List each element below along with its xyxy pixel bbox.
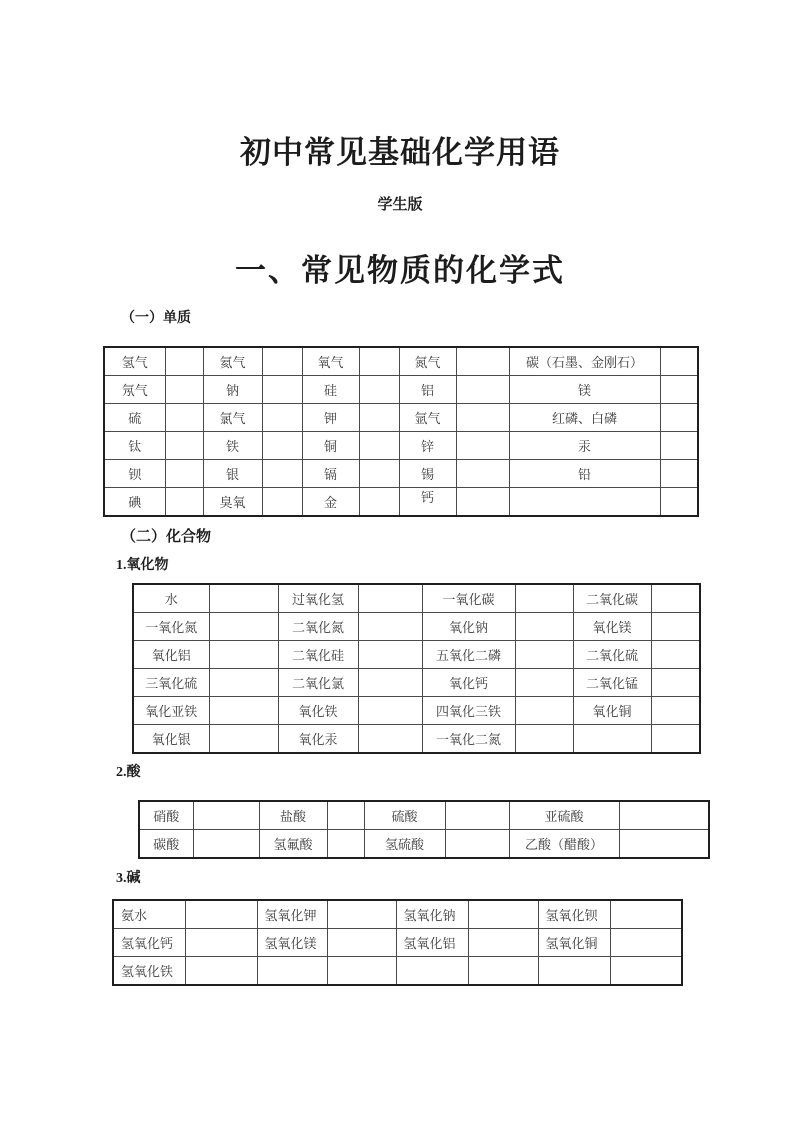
formula-answer-cell [327,929,396,957]
table-row [104,376,698,404]
table-row [133,641,700,669]
substance-name-cell: 氢氧化钙 [113,929,185,957]
formula-answer-cell [262,404,302,432]
formula-answer-cell [660,347,698,376]
substance-name-cell: 氩气 [399,404,456,432]
table-row [104,404,698,432]
formula-answer-cell [262,347,302,376]
table-row [104,460,698,488]
substance-name-cell: 铁 [203,432,262,460]
formula-answer-cell [651,641,700,669]
table-row [133,669,700,697]
formula-answer-cell [209,584,278,613]
substance-name-cell: 锌 [399,432,456,460]
formula-answer-cell [456,488,509,517]
substance-name-cell: 铅 [509,460,660,488]
formula-answer-cell [660,488,698,517]
acids-table [138,800,710,859]
substance-name-cell: 镁 [509,376,660,404]
formula-answer-cell [651,697,700,725]
formula-answer-cell [359,460,399,488]
substance-name-cell: 一氧化碳 [422,584,515,613]
formula-answer-cell [209,613,278,641]
formula-answer-cell [327,957,396,986]
formula-answer-cell [209,669,278,697]
table-row [139,801,709,830]
substance-name-cell: 氢氧化铁 [113,957,185,986]
formula-answer-cell [359,432,399,460]
formula-answer-cell [651,613,700,641]
substance-name-cell: 硅 [302,376,359,404]
formula-answer-cell [456,460,509,488]
substance-name-cell: 钙 [399,488,456,517]
formula-answer-cell [515,613,573,641]
subsection-heading-bases: 3.碱 [116,871,141,886]
substance-name-cell: 钛 [104,432,165,460]
formula-answer-cell [619,830,709,859]
formula-answer-cell [610,957,682,986]
substance-name-cell: 氢氧化钾 [257,900,327,929]
formula-answer-cell [165,347,203,376]
formula-answer-cell [209,641,278,669]
table-row [113,929,682,957]
table-row [133,725,700,754]
substance-name-cell: 氧化铁 [278,697,358,725]
formula-answer-cell [456,376,509,404]
formula-answer-cell [358,669,422,697]
substance-name-cell: 氢氟酸 [259,830,327,859]
substance-name-cell [257,957,327,986]
formula-answer-cell [165,460,203,488]
bases-table [112,899,683,986]
substance-name-cell: 水 [133,584,209,613]
subsection-heading-acids: 2.酸 [116,765,141,780]
substance-name-cell: 硫酸 [364,801,445,830]
formula-answer-cell [262,488,302,517]
substance-name-cell: 氢氧化钡 [538,900,610,929]
substance-name-cell: 氧化钠 [422,613,515,641]
elements-table [103,346,699,517]
formula-answer-cell [445,830,509,859]
formula-answer-cell [327,900,396,929]
table-row [139,830,709,859]
formula-answer-cell [660,432,698,460]
formula-answer-cell [515,584,573,613]
formula-answer-cell [165,376,203,404]
formula-answer-cell [359,488,399,517]
substance-name-cell: 一氧化氮 [133,613,209,641]
formula-answer-cell [445,801,509,830]
substance-name-cell: 铝 [399,376,456,404]
formula-answer-cell [193,801,259,830]
formula-answer-cell [262,432,302,460]
formula-answer-cell [358,725,422,754]
substance-name-cell: 一氧化二氮 [422,725,515,754]
table-row [133,697,700,725]
formula-answer-cell [165,488,203,517]
formula-answer-cell [165,432,203,460]
substance-name-cell: 氢氧化镁 [257,929,327,957]
substance-name-cell: 钾 [302,404,359,432]
substance-name-cell: 氧化汞 [278,725,358,754]
formula-answer-cell [165,404,203,432]
table-row [113,900,682,929]
table-row [113,957,682,986]
formula-answer-cell [327,830,364,859]
substance-name-cell: 二氧化硫 [573,641,651,669]
subsection-heading-elements: （一）单质 [121,311,191,326]
substance-name-cell: 锡 [399,460,456,488]
subsection-heading-compounds: （二）化合物 [121,529,212,545]
formula-answer-cell [185,957,257,986]
substance-name-cell: 氯气 [203,404,262,432]
substance-name-cell: 氨水 [113,900,185,929]
substance-name-cell: 银 [203,460,262,488]
substance-name-cell: 二氧化氮 [278,613,358,641]
substance-name-cell: 氧化银 [133,725,209,754]
substance-name-cell: 碳（石墨、金刚石） [509,347,660,376]
substance-name-cell: 氮气 [399,347,456,376]
substance-name-cell [538,957,610,986]
formula-answer-cell [358,697,422,725]
formula-answer-cell [515,697,573,725]
substance-name-cell [573,725,651,754]
substance-name-cell: 硫 [104,404,165,432]
substance-name-cell: 二氧化锰 [573,669,651,697]
substance-name-cell: 氢气 [104,347,165,376]
substance-name-cell: 盐酸 [259,801,327,830]
table-row [104,432,698,460]
substance-name-cell: 五氧化二磷 [422,641,515,669]
formula-answer-cell [610,929,682,957]
formula-answer-cell [619,801,709,830]
table-row [104,347,698,376]
formula-answer-cell [358,613,422,641]
substance-name-cell: 碘 [104,488,165,517]
formula-answer-cell [515,725,573,754]
formula-answer-cell [468,900,538,929]
substance-name-cell: 氢氧化铝 [396,929,468,957]
formula-answer-cell [651,669,700,697]
substance-name-cell: 氧化铜 [573,697,651,725]
table-row [104,488,698,517]
formula-answer-cell [209,697,278,725]
document-title: 初中常见基础化学用语 [240,135,560,170]
substance-name-cell: 氖气 [104,376,165,404]
formula-answer-cell [468,929,538,957]
substance-name-cell: 钠 [203,376,262,404]
formula-answer-cell [660,404,698,432]
formula-answer-cell [358,584,422,613]
formula-answer-cell [359,376,399,404]
substance-name-cell: 氦气 [203,347,262,376]
substance-name-cell [509,488,660,517]
formula-answer-cell [456,432,509,460]
substance-name-cell: 氧气 [302,347,359,376]
formula-answer-cell [262,460,302,488]
substance-name-cell: 氢氧化铜 [538,929,610,957]
substance-name-cell: 铜 [302,432,359,460]
substance-name-cell: 氧化铝 [133,641,209,669]
substance-name-cell: 亚硫酸 [509,801,619,830]
formula-answer-cell [660,460,698,488]
formula-answer-cell [651,725,700,754]
substance-name-cell: 乙酸（醋酸） [509,830,619,859]
subsection-heading-oxides: 1.氧化物 [116,558,169,573]
formula-answer-cell [468,957,538,986]
formula-answer-cell [193,830,259,859]
substance-name-cell: 红磷、白磷 [509,404,660,432]
substance-name-cell: 钡 [104,460,165,488]
substance-name-cell: 过氧化氢 [278,584,358,613]
substance-name-cell: 碳酸 [139,830,193,859]
formula-answer-cell [651,584,700,613]
formula-answer-cell [209,725,278,754]
formula-answer-cell [515,669,573,697]
document-subtitle: 学生版 [377,197,423,213]
formula-answer-cell [185,929,257,957]
substance-name-cell: 氧化钙 [422,669,515,697]
substance-name-cell: 镉 [302,460,359,488]
table-row [133,584,700,613]
formula-answer-cell [185,900,257,929]
formula-answer-cell [262,376,302,404]
formula-answer-cell [456,347,509,376]
formula-answer-cell [359,404,399,432]
substance-name-cell: 二氧化硅 [278,641,358,669]
substance-name-cell: 金 [302,488,359,517]
substance-name-cell: 氢硫酸 [364,830,445,859]
oxides-table [132,583,701,754]
section-heading: 一、常见物质的化学式 [235,253,565,288]
formula-answer-cell [456,404,509,432]
formula-answer-cell [610,900,682,929]
substance-name-cell: 氢氧化钠 [396,900,468,929]
formula-answer-cell [358,641,422,669]
substance-name-cell: 汞 [509,432,660,460]
substance-name-cell: 二氧化氯 [278,669,358,697]
formula-answer-cell [359,347,399,376]
formula-answer-cell [327,801,364,830]
substance-name-cell: 四氧化三铁 [422,697,515,725]
substance-name-cell: 氧化亚铁 [133,697,209,725]
substance-name-cell: 硝酸 [139,801,193,830]
substance-name-cell [396,957,468,986]
substance-name-cell: 二氧化碳 [573,584,651,613]
table-row [133,613,700,641]
formula-answer-cell [515,641,573,669]
formula-answer-cell [660,376,698,404]
substance-name-cell: 三氧化硫 [133,669,209,697]
substance-name-cell: 臭氧 [203,488,262,517]
substance-name-cell: 氧化镁 [573,613,651,641]
